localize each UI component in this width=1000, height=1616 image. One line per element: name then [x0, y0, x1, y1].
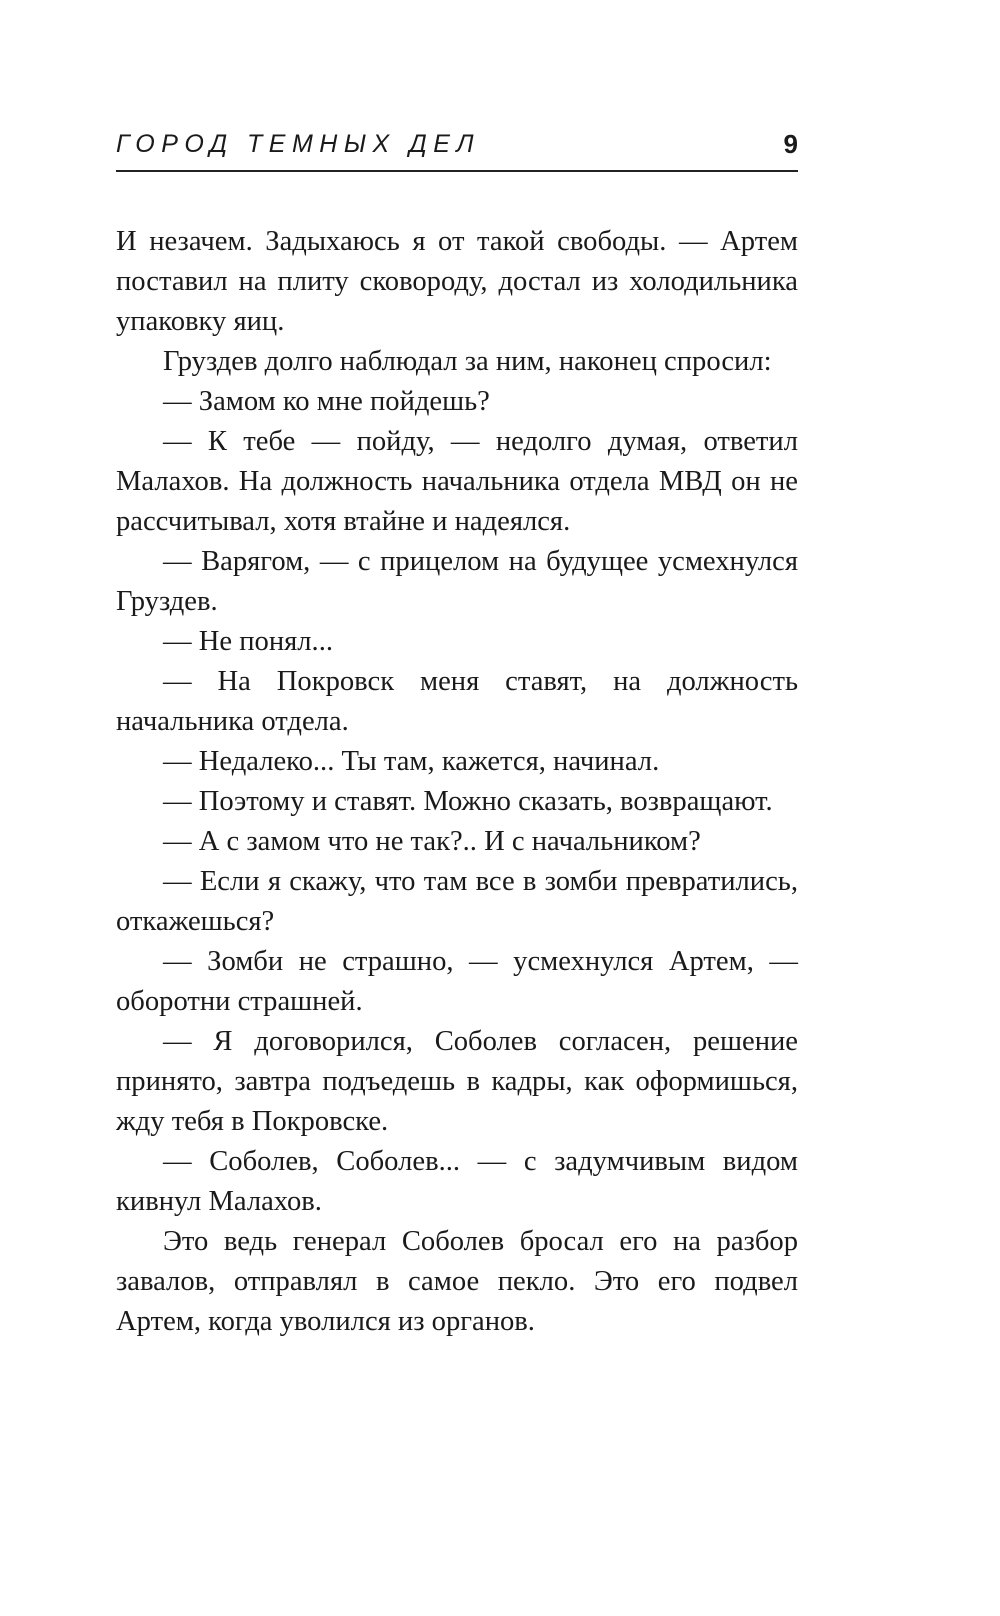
dialogue-line-4: — Не понял... [163, 626, 333, 657]
dialogue-line-3: — Варягом, — с прицелом на будущее усмехнулся Груздев. [116, 546, 798, 617]
page-number: 9 [783, 129, 798, 159]
dialogue-line-10: — Зомби не страшно, — усмехнулся Артем, — оборотни страшней. [116, 946, 798, 1017]
dialogue-line-2: — К тебе — пойду, — недолго думая, ответил Малахов. На должность начальника отдела МВД он не рассчитывал, хотя втайне и надеялся. [116, 426, 798, 537]
dialogue-line-8: — А с замом что не так?.. И с начальником? [163, 826, 701, 857]
dialogue-line-9: — Если я скажу, что там все в зомби превратились, откажешься? [116, 866, 798, 937]
text-body [116, 222, 798, 1342]
dialogue-line-5: — На Покровск меня ставят, на должность начальника отдела. [116, 666, 798, 737]
dialogue-line-7: — Поэтому и ставят. Можно сказать, возвращают. [163, 786, 773, 817]
paragraph-2: Груздев долго наблюдал за ним, наконец спросил: [163, 346, 772, 377]
dialogue-line-11: — Я договорился, Соболев согласен, решение принято, завтра подъедешь в кадры, как оформишься, жду тебя в Покровске. [116, 1026, 798, 1137]
paragraph-final: Это ведь генерал Соболев бросал его на разбор завалов, отправлял в самое пекло. Это его подвел Артем, когда уволился из органов. [116, 1226, 798, 1337]
running-title: ГОРОД ТЕМНЫХ ДЕЛ [116, 130, 481, 158]
dialogue-line-6: — Недалеко... Ты там, кажется, начинал. [163, 746, 660, 777]
dialogue-line-1: — Замом ко мне пойдешь? [163, 386, 490, 417]
paragraph-1: И незачем. Задыхаюсь я от такой свободы. — Артем поставил на плиту сковороду, достал из холодильника упаковку яиц. [116, 226, 798, 337]
running-header [116, 126, 798, 172]
dialogue-line-12: — Соболев, Соболев... — с задумчивым видом кивнул Малахов. [116, 1146, 798, 1217]
